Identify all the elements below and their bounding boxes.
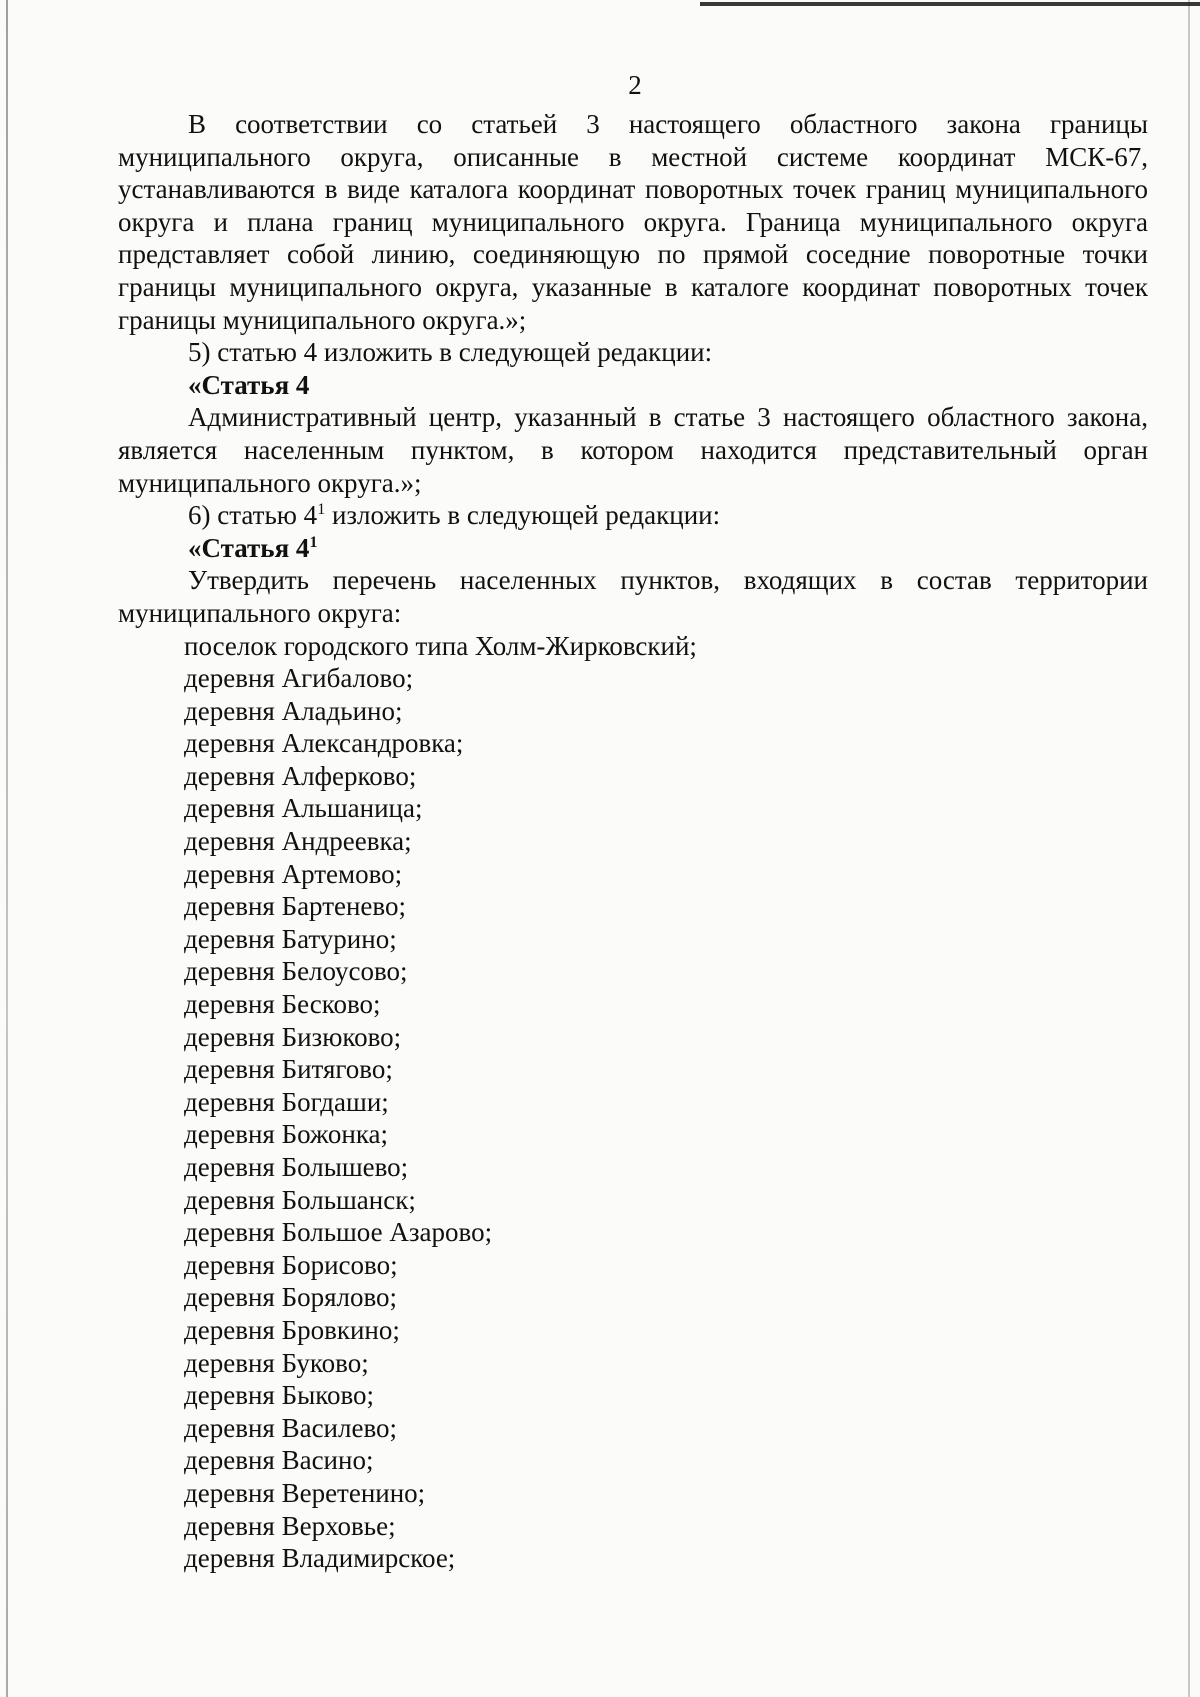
scan-edge-top — [700, 2, 1200, 6]
settlement-item: деревня Божонка; — [184, 1119, 389, 1150]
settlement-item: деревня Александровка; — [184, 728, 464, 759]
scan-edge-left — [6, 0, 8, 1697]
settlement-item: деревня Владимирское; — [184, 1543, 456, 1574]
settlement-item: деревня Борялово; — [184, 1282, 398, 1313]
settlement-item: деревня Артемово; — [184, 858, 403, 889]
settlement-item: деревня Быково; — [184, 1380, 375, 1411]
paragraph-article-4-1: Утвердить перечень населенных пунктов, входящих в состав территории муниципального округа: — [118, 565, 1148, 628]
heading-article-4-1 — [118, 532, 1148, 565]
heading-article-4-1-prefix: «Статья 4 — [188, 532, 310, 563]
settlement-item: деревня Бровкино; — [184, 1314, 400, 1345]
settlement-item: деревня Буково; — [184, 1347, 369, 1378]
settlement-item: деревня Алферково; — [184, 760, 417, 791]
page-number: 2 — [628, 70, 642, 100]
settlement-item: деревня Большое Азарово; — [184, 1217, 493, 1248]
settlement-item: деревня Бартенево; — [184, 891, 406, 922]
settlement-item: деревня Богдаши; — [184, 1086, 389, 1117]
settlement-item: деревня Веретенино; — [184, 1477, 426, 1508]
settlement-item: деревня Борисово; — [184, 1249, 398, 1280]
settlement-item: деревня Агибалово; — [184, 663, 414, 694]
settlement-item: деревня Бесково; — [184, 989, 381, 1020]
settlement-item: поселок городского типа Холм-Жирковский; — [184, 630, 697, 661]
settlement-item: деревня Альшаница; — [184, 793, 423, 824]
item-5: 5) статью 4 изложить в следующей редакции: — [188, 337, 713, 368]
settlement-item: деревня Бизюково; — [184, 1021, 402, 1052]
settlement-item: деревня Большанск; — [184, 1184, 416, 1215]
settlement-item: деревня Андреевка; — [184, 826, 412, 857]
settlement-item: деревня Васино; — [184, 1445, 374, 1476]
item-6-prefix: 6) статью 4 — [188, 500, 318, 531]
item-6-superscript: 1 — [317, 501, 326, 519]
settlement-item: деревня Белоусово; — [184, 956, 408, 987]
settlement-list — [118, 630, 1148, 1575]
heading-article-4-1-superscript: 1 — [309, 533, 318, 551]
item-6 — [118, 499, 1148, 532]
item-6-suffix: изложить в следующей редакции: — [325, 500, 721, 531]
document-body — [118, 108, 1148, 1575]
settlement-item: деревня Битягово; — [184, 1054, 393, 1085]
paragraph-article-4: Административный центр, указанный в статье 3 настоящего областного закона, является населенным пунктом, в котором находится представительный орган муниципального округа.»; — [118, 402, 1148, 498]
settlement-item: деревня Батурино; — [184, 923, 397, 954]
paragraph-boundaries: В соответствии со статьей 3 настоящего областного закона границы муниципального округа, описанные в местной системе координат МСК-67, устанавливаются в виде каталога координат поворотных точек границ муниципального округа и плана границ муниципального округа. Граница муниципального округа представляет собой линию, соединяющую по прямой соседние поворотные точки границы муниципального округа, указанные в каталоге координат поворотных точек границы муниципального округа.»; — [118, 109, 1148, 335]
heading-article-4: «Статья 4 — [188, 369, 310, 400]
scan-edge-right — [1188, 0, 1190, 1697]
settlement-item: деревня Василево; — [184, 1412, 398, 1443]
settlement-item: деревня Аладьино; — [184, 695, 403, 726]
settlement-item: деревня Верховье; — [184, 1510, 396, 1541]
settlement-item: деревня Болышево; — [184, 1152, 409, 1182]
